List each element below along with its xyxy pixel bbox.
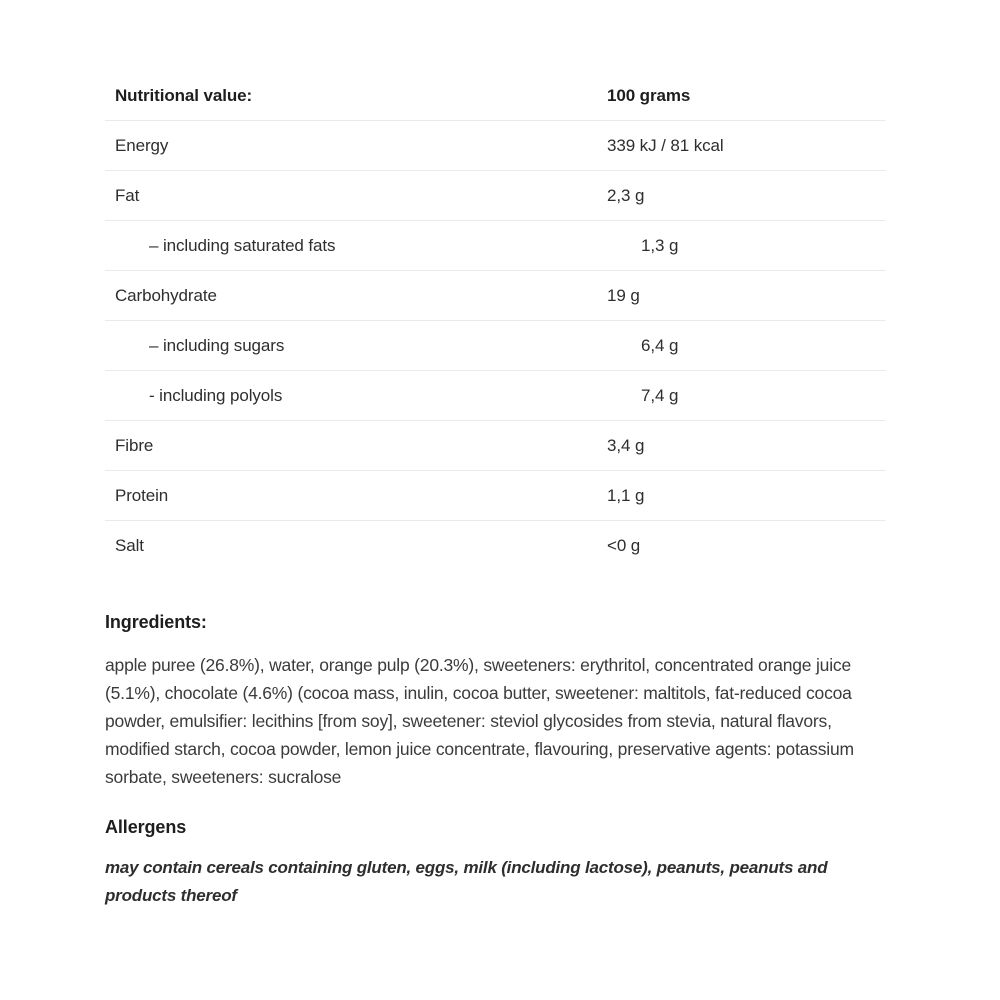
nutrition-table <box>105 71 886 570</box>
table-header-label: Nutritional value: <box>115 85 253 105</box>
nutrient-value: 2,3 g <box>607 185 645 205</box>
ingredients-text: apple puree (26.8%), water, orange pulp (20.3%), sweeteners: erythritol, concentrated orange juice (5.1%), chocolate (4.6%) (cocoa mass, inulin, cocoa butter, sweetener: maltitols, fat-reduced cocoa powder, emulsifier: lecithins [from soy], sweetener: steviol glycosides from stevia, natural flavors, modified starch, cocoa powder, lemon juice concentrate, flavouring, preservative agents: potassium sorbate, sweeteners: sucralose <box>105 655 854 787</box>
allergens-text: may contain cereals containing gluten, eggs, milk (including lactose), peanuts, peanuts and products thereof <box>105 858 828 905</box>
nutrient-value: 7,4 g <box>641 385 679 405</box>
table-row-saturated-fats <box>105 221 886 271</box>
nutrient-label: – including saturated fats <box>149 235 336 255</box>
ingredients-heading: Ingredients: <box>105 612 207 632</box>
nutrient-value: 1,1 g <box>607 485 645 505</box>
nutrient-value: 3,4 g <box>607 435 645 455</box>
table-row-protein <box>105 471 886 521</box>
nutrient-label: Protein <box>115 485 169 505</box>
table-header-row <box>105 71 886 121</box>
allergens-heading: Allergens <box>105 817 187 837</box>
nutrition-info-section <box>105 71 886 910</box>
nutrient-label: Salt <box>115 535 144 555</box>
table-row-sugars <box>105 321 886 371</box>
nutrient-label: – including sugars <box>149 335 285 355</box>
table-row-energy <box>105 121 886 171</box>
nutrient-label: - including polyols <box>149 385 283 405</box>
table-header-value: 100 grams <box>607 85 691 105</box>
nutrient-value: 1,3 g <box>641 235 679 255</box>
table-row-fibre <box>105 421 886 471</box>
nutrient-label: Fibre <box>115 435 154 455</box>
table-row-polyols <box>105 371 886 421</box>
nutrient-label: Energy <box>115 135 169 155</box>
nutrient-label: Fat <box>115 185 140 205</box>
nutrient-value: 19 g <box>607 285 640 305</box>
nutrient-value: 339 kJ / 81 kcal <box>607 135 724 155</box>
nutrient-label: Carbohydrate <box>115 285 217 305</box>
nutrient-value: 6,4 g <box>641 335 679 355</box>
table-row-fat <box>105 171 886 221</box>
nutrient-value: <0 g <box>607 535 641 555</box>
table-row-salt <box>105 521 886 570</box>
table-row-carbohydrate <box>105 271 886 321</box>
